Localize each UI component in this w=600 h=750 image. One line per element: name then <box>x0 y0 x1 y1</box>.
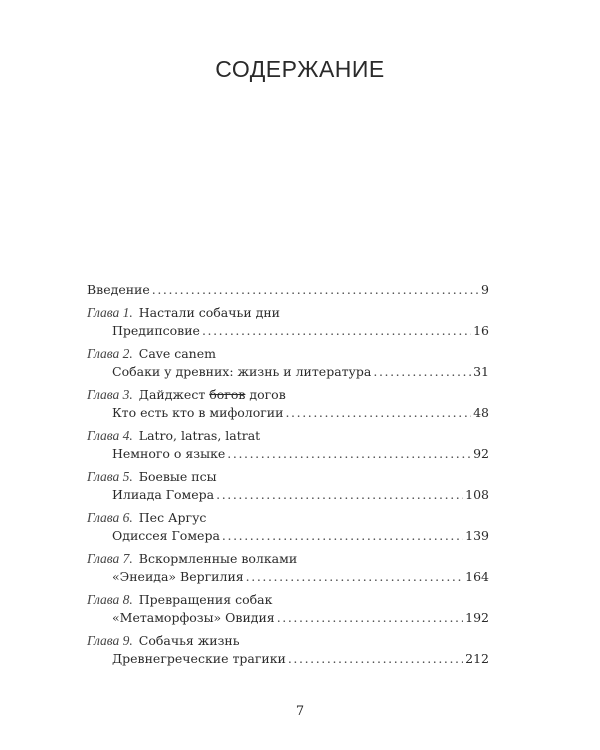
dot-leader <box>216 486 463 504</box>
chapter-subtitle-line[interactable] <box>87 568 489 586</box>
chapter-entry <box>87 550 489 586</box>
dot-leader <box>222 527 463 545</box>
chapter-label: Глава 5. <box>87 469 133 484</box>
chapter-entry <box>87 509 489 545</box>
chapter-page: 139 <box>465 528 489 543</box>
chapter-label: Глава 2. <box>87 346 133 361</box>
chapter-label: Глава 8. <box>87 592 133 607</box>
chapter-label: Глава 7. <box>87 551 133 566</box>
chapter-entry <box>87 386 489 422</box>
chapter-heading[interactable] <box>87 386 489 404</box>
chapter-title-after: догов <box>249 387 286 402</box>
chapter-entry <box>87 304 489 340</box>
chapter-subtitle-line[interactable] <box>87 363 489 381</box>
toc-entry-intro[interactable] <box>87 281 489 299</box>
chapter-page: 48 <box>473 405 489 420</box>
page-number: 7 <box>295 704 305 719</box>
chapter-page: 108 <box>465 487 489 502</box>
dot-leader <box>288 650 463 668</box>
chapter-subtitle: «Метаморфозы» Овидия <box>112 610 275 625</box>
chapter-label: Глава 1. <box>87 305 133 320</box>
chapter-subtitle-line[interactable] <box>87 322 489 340</box>
dot-leader <box>152 281 479 299</box>
chapter-subtitle-line[interactable] <box>87 404 489 422</box>
chapter-title: Дайджест <box>138 387 206 402</box>
chapter-subtitle: «Энеида» Вергилия <box>112 569 244 584</box>
chapter-subtitle: Одиссея Гомера <box>112 528 220 543</box>
chapter-entry <box>87 427 489 463</box>
chapter-subtitle: Немного о языке <box>112 446 226 461</box>
chapter-label: Глава 4. <box>87 428 133 443</box>
chapter-entry <box>87 345 489 381</box>
chapter-subtitle-line[interactable] <box>87 445 489 463</box>
chapter-subtitle: Кто есть кто в мифологии <box>112 405 284 420</box>
chapter-subtitle-line[interactable] <box>87 609 489 627</box>
chapter-heading[interactable] <box>87 591 489 609</box>
chapter-title: Cave canem <box>138 346 216 361</box>
chapter-label: Глава 3. <box>87 387 133 402</box>
dot-leader <box>227 445 471 463</box>
chapter-title: Настали собачьи дни <box>138 305 280 320</box>
chapter-entry <box>87 632 489 668</box>
chapter-page: 192 <box>465 610 489 625</box>
chapter-page: 164 <box>465 569 489 584</box>
chapter-title: Боевые псы <box>138 469 217 484</box>
chapter-subtitle: Илиада Гомера <box>112 487 215 502</box>
chapter-subtitle: Собаки у древних: жизнь и литература <box>112 364 372 379</box>
chapter-page: 31 <box>473 364 489 379</box>
entry-page: 9 <box>481 282 489 297</box>
dot-leader <box>246 568 463 586</box>
chapter-heading[interactable] <box>87 427 489 445</box>
page-title: СОДЕРЖАНИЕ <box>215 56 385 82</box>
chapter-subtitle-line[interactable] <box>87 527 489 545</box>
entry-title: Введение <box>87 282 150 297</box>
chapter-page: 92 <box>473 446 489 461</box>
chapter-subtitle: Предипсовие <box>112 323 200 338</box>
dot-leader <box>277 609 463 627</box>
chapter-subtitle-line[interactable] <box>87 650 489 668</box>
chapter-label: Глава 9. <box>87 633 133 648</box>
chapter-heading[interactable] <box>87 468 489 486</box>
chapter-title: Вскормленные волками <box>138 551 298 566</box>
chapter-heading[interactable] <box>87 632 489 650</box>
chapter-title: Превращения собак <box>138 592 273 607</box>
chapter-subtitle-line[interactable] <box>87 486 489 504</box>
chapter-entry <box>87 591 489 627</box>
chapter-title: Собачья жизнь <box>138 633 240 648</box>
chapter-heading[interactable] <box>87 304 489 322</box>
table-of-contents <box>87 281 489 668</box>
chapter-entry <box>87 468 489 504</box>
chapter-label: Глава 6. <box>87 510 133 525</box>
chapter-title: Пес Аргус <box>138 510 207 525</box>
chapter-title: Latro, latras, latrat <box>138 428 261 443</box>
dot-leader <box>285 404 471 422</box>
dot-leader <box>373 363 471 381</box>
chapter-page: 212 <box>465 651 489 666</box>
chapter-title-struck: богов <box>209 387 246 402</box>
chapter-page: 16 <box>473 323 489 338</box>
chapter-subtitle: Древнегреческие трагики <box>112 651 286 666</box>
dot-leader <box>202 322 471 340</box>
chapter-list <box>87 304 489 668</box>
chapter-heading[interactable] <box>87 345 489 363</box>
chapter-heading[interactable] <box>87 509 489 527</box>
chapter-heading[interactable] <box>87 550 489 568</box>
